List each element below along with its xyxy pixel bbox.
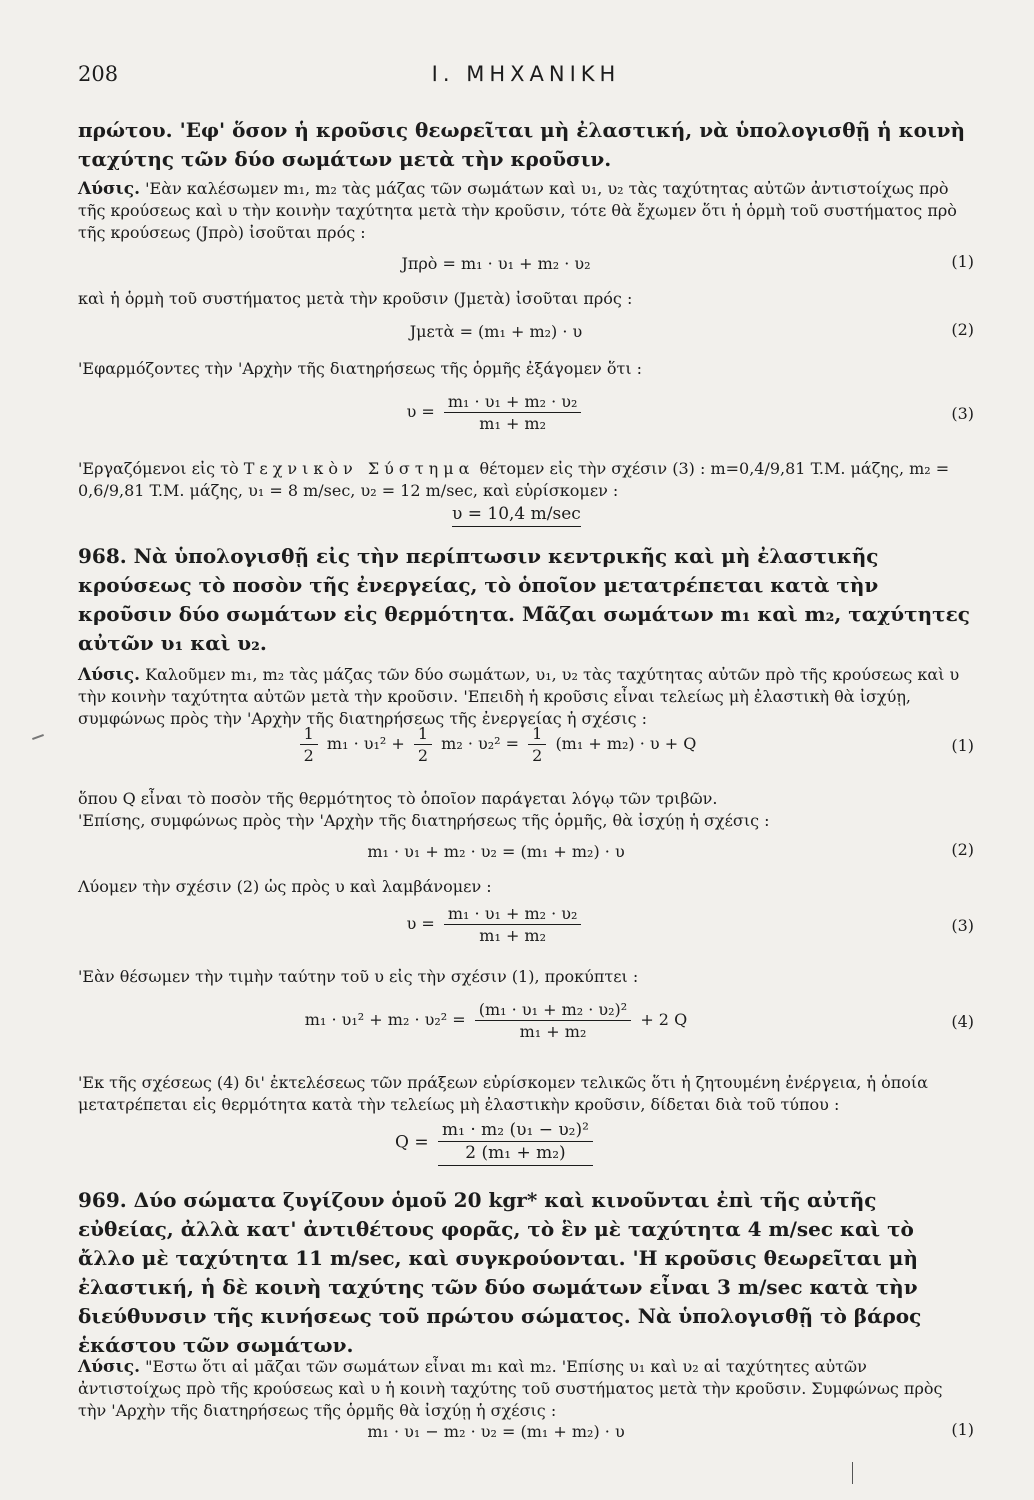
solution-intro: "Εστω ὅτι αἱ μᾶζαι τῶν σωμάτων εἶναι m₁ καὶ m₂. 'Επίσης υ₁ καὶ υ₂ αἱ ταχύτητες αὐτῶν ἀντιστοίχως πρὸ τῆς κρούσεως καὶ υ ἡ κοινὴ ταχύτης τοῦ συστήματος μετὰ τὴν κροῦσιν. Συμφώνως πρὸς τὴν 'Αρχὴν τῆς διατηρήσεως τῆς ὁρμῆς θὰ ἰσχύῃ ἡ σχέσις : bbox=[78, 1357, 943, 1420]
fraction-numerator: (m₁ · υ₁ + m₂ · υ₂)² bbox=[475, 1000, 631, 1021]
equation-text: m₁ · υ₁ − m₂ · υ₂ = (m₁ + m₂) · υ bbox=[367, 1422, 625, 1441]
equation-number: (1) bbox=[951, 252, 974, 271]
equation-energy-conservation bbox=[78, 724, 974, 778]
equation-text: Jπρὸ = m₁ · υ₁ + m₂ · υ₂ bbox=[401, 254, 591, 273]
equation-number: (1) bbox=[951, 736, 974, 755]
equation-body bbox=[78, 1000, 914, 1041]
text-line: καὶ ἡ ὁρμὴ τοῦ συστήματος μετὰ τὴν κροῦσιν (Jμετὰ) ἰσοῦται πρός : bbox=[78, 289, 633, 308]
work-text: 'Εργαζόμενοι εἰς τὸ bbox=[78, 459, 244, 478]
text-line: ὅπου Q εἶναι τὸ ποσὸν τῆς θερμότητος τὸ ὁποῖον παράγεται λόγῳ τῶν τριβῶν. bbox=[78, 789, 718, 808]
fraction bbox=[444, 392, 582, 433]
text-line: 'Εὰν θέσωμεν τὴν τιμὴν ταύτην τοῦ υ εἰς τὴν σχέσιν (1), προκύπτει : bbox=[78, 967, 639, 986]
equation-lhs: m₁ · υ₁² + m₂ · υ₂² = bbox=[304, 1010, 466, 1029]
fraction-denominator: m₁ + m₂ bbox=[479, 926, 547, 945]
fraction-numerator: m₁ · υ₁ + m₂ · υ₂ bbox=[444, 392, 582, 413]
equation-heat-formula bbox=[78, 1120, 974, 1176]
previous-problem-text: πρώτου. 'Εφ' ὅσον ἡ κροῦσις θεωρεῖται μὴ ἐλαστική, νὰ ὑπολογισθῇ ἡ κοινὴ ταχύτης τῶν δύο σωμάτων μετὰ τὴν κροῦσιν. bbox=[78, 118, 966, 171]
page-number: 208 bbox=[78, 62, 119, 86]
equation-term: m₂ · υ₂² = bbox=[441, 734, 520, 753]
fraction-half bbox=[528, 724, 546, 765]
fraction-numerator: m₁ · υ₁ + m₂ · υ₂ bbox=[444, 904, 582, 925]
equation-lhs: υ = bbox=[406, 914, 435, 933]
running-title: Ι. ΜΗΧΑΝΙΚΗ bbox=[431, 62, 621, 86]
equation-momentum-opposite bbox=[78, 1420, 974, 1460]
equation-text: m₁ · υ₁ + m₂ · υ₂ = (m₁ + m₂) · υ bbox=[367, 842, 625, 861]
solution-work-paragraph bbox=[78, 458, 974, 502]
margin-pencil-mark bbox=[32, 734, 44, 740]
fraction-denominator: 2 bbox=[532, 746, 543, 765]
solution-intro: Καλοῦμεν m₁, m₂ τὰς μάζας τῶν δύο σωμάτων, υ₁, υ₂ τὰς ταχύτητας αὐτῶν πρὸ τῆς κρούσεως καὶ υ τὴν κοινὴν ταχύτητα αὐτῶν μετὰ τὴν κροῦσιν. 'Επειδὴ ἡ κροῦσις εἶναι τελείως μὴ ἐλαστικὴ θὰ ἰσχύῃ, συμφώνως πρὸς τὴν 'Αρχὴν τῆς διατηρήσεως τῆς ἐνεργείας ἡ σχέσις : bbox=[78, 665, 960, 728]
equation-common-velocity bbox=[78, 904, 974, 956]
fraction bbox=[444, 904, 582, 945]
equation-lhs: υ = bbox=[406, 402, 435, 421]
text-line: Λύομεν τὴν σχέσιν (2) ὡς πρὸς υ καὶ λαμβάνομεν : bbox=[78, 877, 492, 896]
fraction bbox=[438, 1120, 593, 1166]
fraction-numerator: 1 bbox=[300, 724, 318, 745]
fraction-half bbox=[414, 724, 432, 765]
solution-intro: 'Εὰν καλέσωμεν m₁, m₂ τὰς μάζας τῶν σωμάτων καὶ υ₁, υ₂ τὰς ταχύτητας αὐτῶν ἀντιστοίχως πρὸ τῆς κρούσεως καὶ υ τὴν κοινὴν ταχύτητα μετὰ τὴν κροῦσιν, τότε θὰ ἔχωμεν ὅτι ἡ ὁρμὴ τοῦ συστήματος πρὸ τῆς κρούσεως (Jπρὸ) ἰσοῦται πρός : bbox=[78, 179, 957, 242]
solution-paragraph bbox=[78, 1356, 974, 1422]
equation-number: (4) bbox=[951, 1012, 974, 1031]
equation-number: (1) bbox=[951, 1420, 974, 1439]
solution-label: Λύσις. bbox=[78, 1357, 141, 1377]
text-line: 'Επίσης, συμφώνως πρὸς τὴν 'Αρχὴν τῆς διατηρήσεως τῆς ὁρμῆς, θὰ ἰσχύῃ ἡ σχέσις : bbox=[78, 811, 770, 830]
problem-969-text: 969. Δύο σώματα ζυγίζουν ὁμοῦ 20 kgr* καὶ κινοῦνται ἐπὶ τῆς αὐτῆς εὐθείας, ἀλλὰ κατ' ἀντιθέτους φορᾶς, τὸ ἓν μὲ ταχύτητα 4 m/sec καὶ τὸ ἄλλο μὲ ταχύτητα 11 m/sec, καὶ συγκρούονται. 'Η κροῦσις θεωρεῖται μὴ ἐλαστική, ἡ δὲ κοινὴ ταχύτης τῶν δύο σωμάτων εἶναι 3 m/sec κατὰ τὴν διεύθυνσιν τῆς κινήσεως τοῦ πρώτου σώματος. Νὰ ὑπολογισθῇ τὸ βάρος ἑκάστου τῶν σωμάτων. bbox=[78, 1188, 922, 1357]
equation-term: (m₁ + m₂) · υ + Q bbox=[555, 734, 697, 753]
work-text: θέτομεν εἰς τὴν σχέσιν (3) : m=0,4/9,81 T.M. μάζης, m₂ = 0,6/9,81 T.M. μάζης, υ₁ = 8 m/sec, υ₂ = 12 m/sec, καὶ εὑρίσκομεν : bbox=[78, 459, 950, 500]
fraction-denominator: 2 bbox=[303, 746, 314, 765]
margin-pencil-mark bbox=[852, 1462, 853, 1484]
equation-body bbox=[78, 392, 914, 433]
equation-lhs: Q = bbox=[395, 1132, 429, 1153]
fraction-denominator: 2 (m₁ + m₂) bbox=[465, 1143, 566, 1163]
equation-number: (2) bbox=[951, 840, 974, 859]
equation-body bbox=[78, 1120, 914, 1166]
equation-body bbox=[78, 904, 914, 945]
fraction-denominator: m₁ + m₂ bbox=[479, 414, 547, 433]
page-header bbox=[78, 62, 974, 102]
solution-label: Λύσις. bbox=[78, 179, 141, 199]
work-system-name: Τεχνικὸν Σύστημα bbox=[243, 459, 475, 478]
fraction-denominator: 2 bbox=[417, 746, 429, 765]
equation-substituted bbox=[78, 1000, 974, 1054]
equation-body bbox=[78, 724, 914, 765]
equation-number: (3) bbox=[951, 916, 974, 935]
problem-968-text: 968. Νὰ ὑπολογισθῇ εἰς τὴν περίπτωσιν κεντρικῆς καὶ μὴ ἐλαστικῆς κρούσεως τὸ ποσὸν τῆς ἐνεργείας, τὸ ὁποῖον μετατρέπεται κατὰ τὴν κροῦσιν δύο σωμάτων εἰς θερμότητα. Μᾶζαι σωμάτων m₁ καὶ m₂, ταχύτητες αὐτῶν υ₁ καὶ υ₂. bbox=[78, 544, 970, 655]
equation-momentum bbox=[78, 840, 974, 880]
fraction-denominator: m₁ + m₂ bbox=[519, 1022, 587, 1041]
equation-number: (2) bbox=[951, 320, 974, 339]
result-value: υ = 10,4 m/sec bbox=[452, 504, 581, 527]
fraction-numerator: m₁ · m₂ (υ₁ − υ₂)² bbox=[438, 1120, 593, 1142]
equation-term: m₁ · υ₁² + bbox=[326, 734, 405, 753]
solution-paragraph bbox=[78, 178, 974, 244]
fraction-numerator: 1 bbox=[414, 724, 432, 745]
equation-momentum-after bbox=[78, 320, 974, 360]
equation-momentum-before bbox=[78, 252, 974, 292]
solution-label: Λύσις. bbox=[78, 665, 141, 685]
fraction bbox=[475, 1000, 631, 1041]
equation-text: Jμετὰ = (m₁ + m₂) · υ bbox=[409, 322, 583, 341]
equation-number: (3) bbox=[951, 404, 974, 423]
equation-common-velocity bbox=[78, 392, 974, 444]
fraction-numerator: 1 bbox=[528, 724, 546, 745]
conclusion-paragraph: 'Εκ τῆς σχέσεως (4) δι' ἐκτελέσεως τῶν πράξεων εὑρίσκομεν τελικῶς ὅτι ἡ ζητουμένη ἐνέργεια, ἡ ὁποία μετατρέπεται εἰς θερμότητα κατὰ τὴν τελείως μὴ ἐλαστικὴν κροῦσιν, δίδεται διὰ τοῦ τύπου : bbox=[78, 1073, 928, 1114]
solution-paragraph bbox=[78, 664, 974, 730]
fraction-half bbox=[300, 724, 318, 765]
text-line: 'Εφαρμόζοντες τὴν 'Αρχὴν τῆς διατηρήσεως τῆς ὁρμῆς ἐξάγομεν ὅτι : bbox=[78, 359, 643, 378]
equation-rhs: + 2 Q bbox=[640, 1010, 688, 1029]
